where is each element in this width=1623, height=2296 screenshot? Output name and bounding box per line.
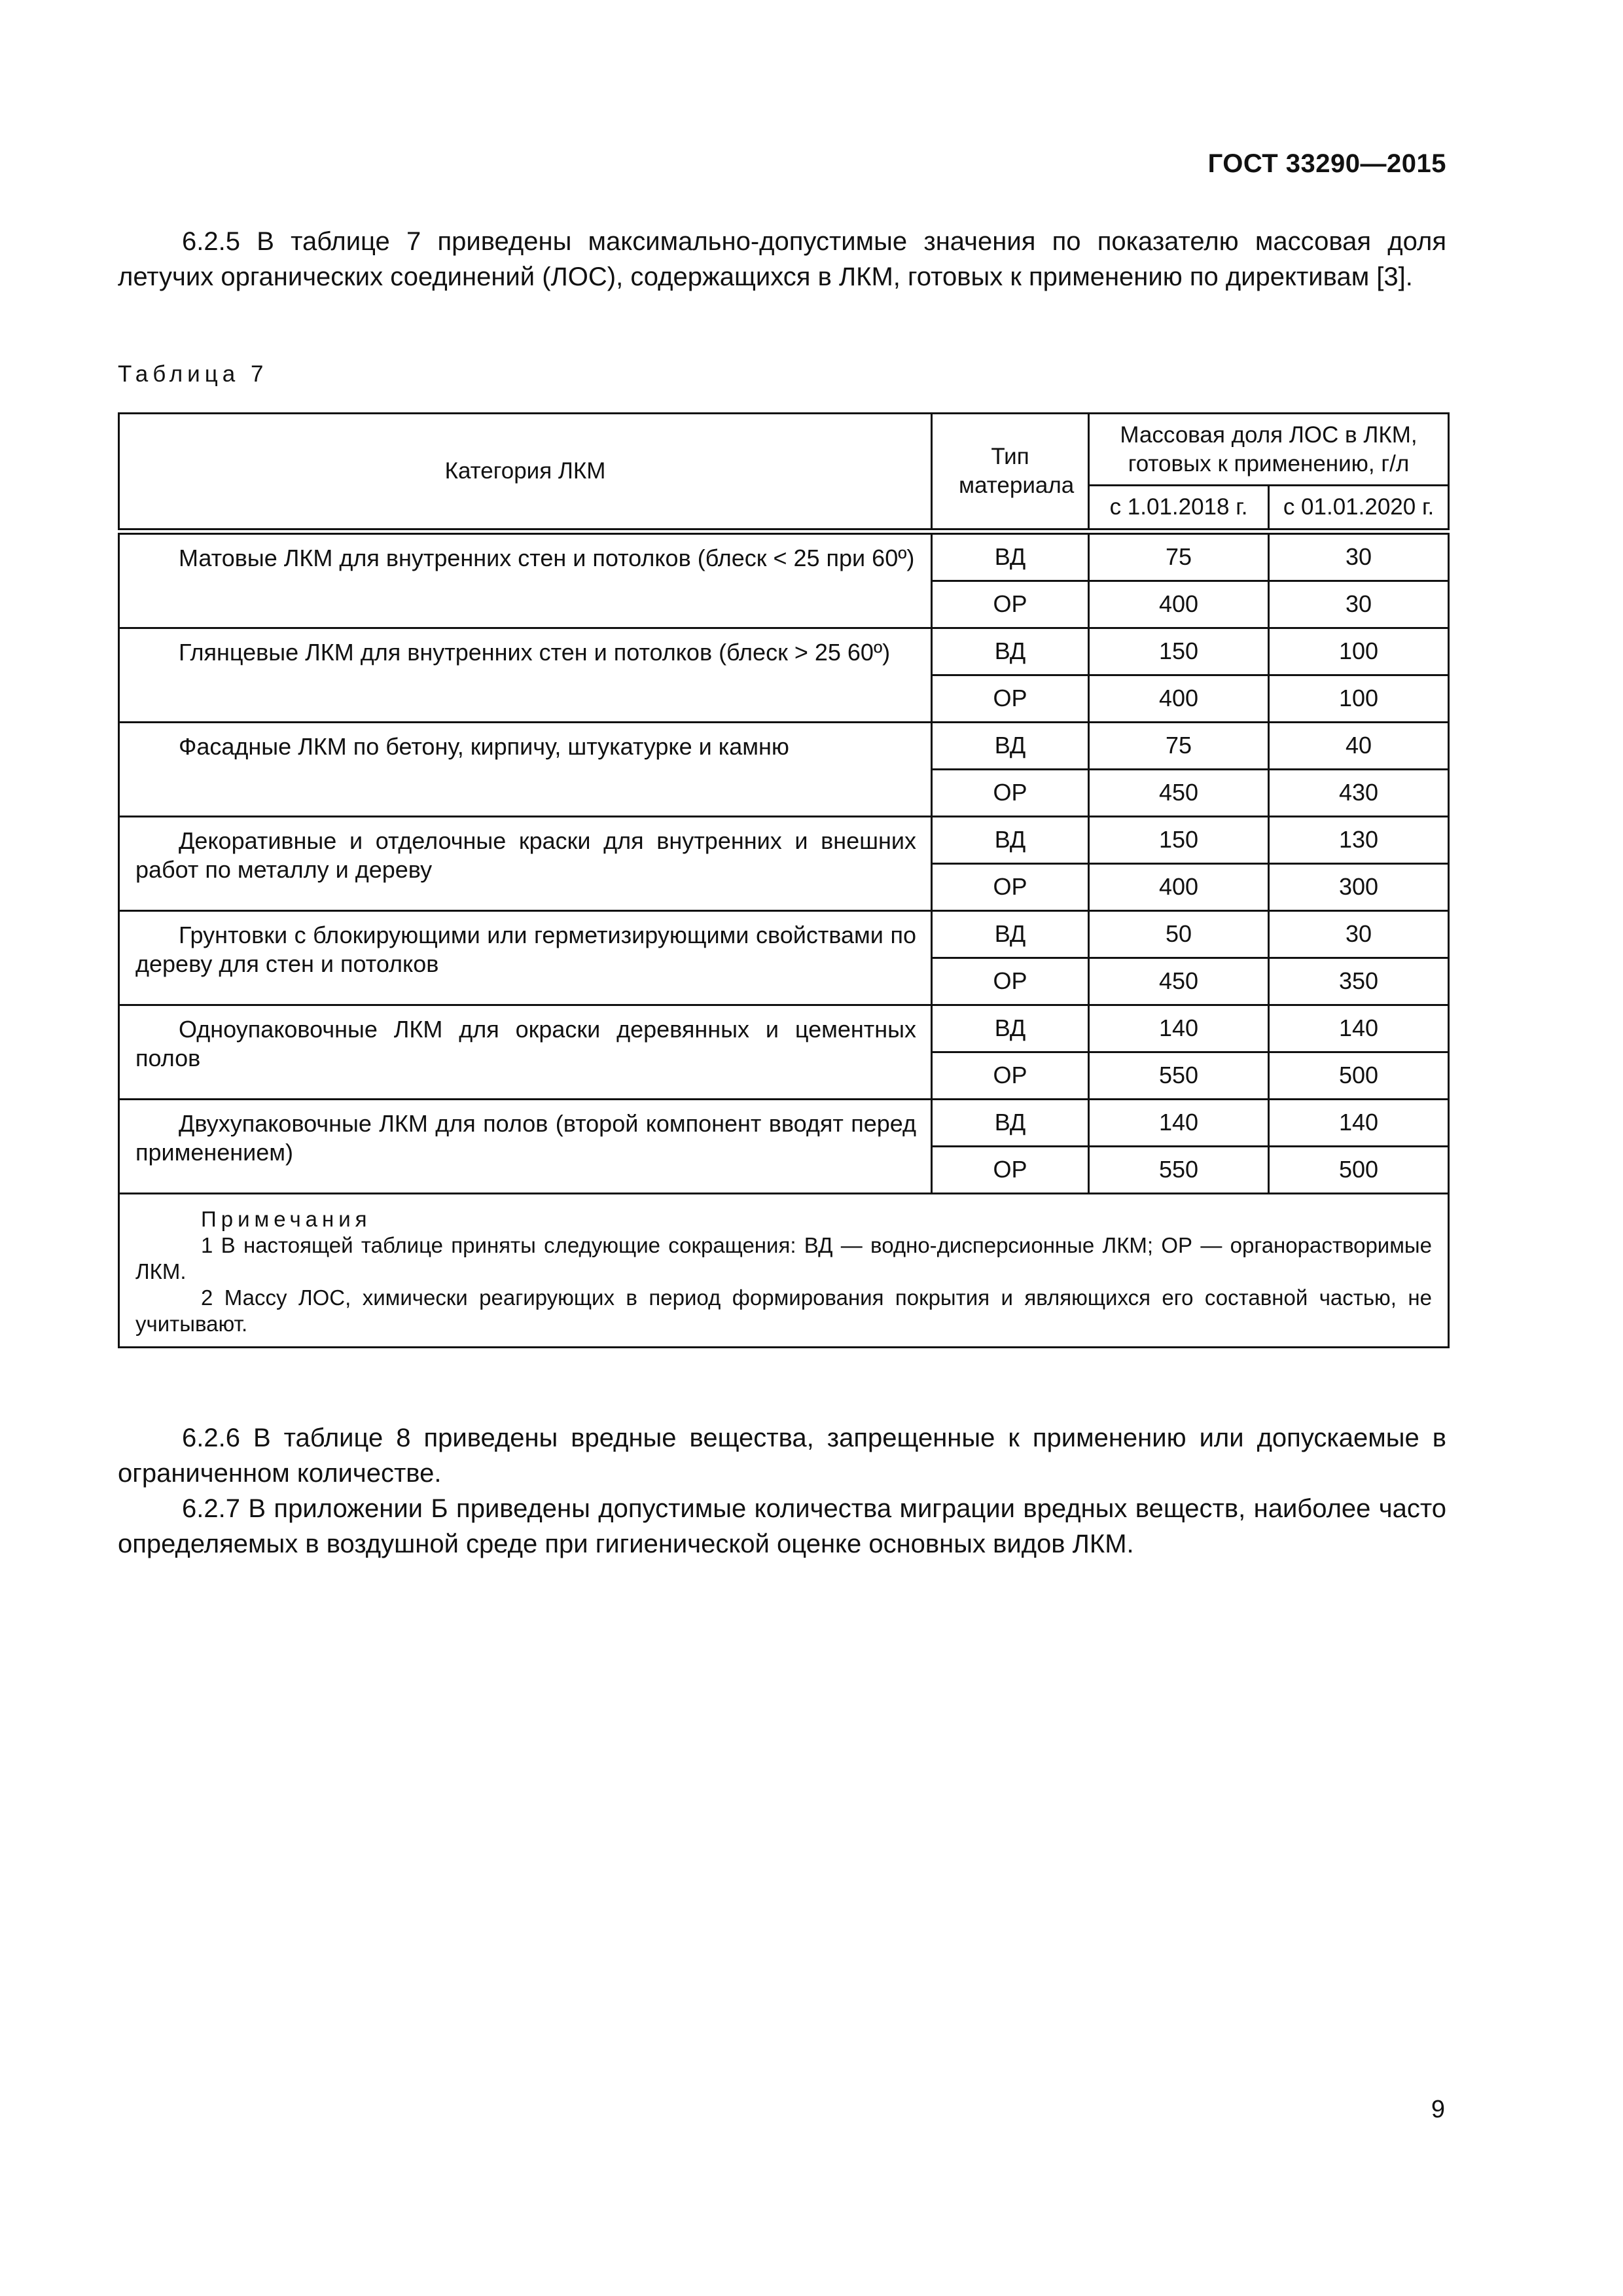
- category-cell: Декоративные и отделочные краски для внутренних и внешних работ по металлу и дереву: [119, 816, 932, 910]
- header-date-2020: с 01.01.2020 г.: [1269, 486, 1449, 531]
- header-category: Категория ЛКМ: [119, 414, 932, 531]
- category-cell: Одноупаковочные ЛКМ для окраски деревянных и цементных полов: [119, 1005, 932, 1099]
- paragraph-6-2-6: 6.2.6 В таблице 8 приведены вредные вещества, запрещенные к применению или допускаемые в ограниченном количестве.: [118, 1424, 1446, 1488]
- value-2020-cell: 100: [1269, 628, 1449, 675]
- document-code: ГОСТ 33290—2015: [1207, 149, 1446, 178]
- value-2020-cell: 140: [1269, 1099, 1449, 1146]
- value-2018-cell: 450: [1089, 958, 1269, 1005]
- table-row: [119, 910, 1449, 958]
- paragraph-6-2-5: 6.2.5 В таблице 7 приведены максимально-допустимые значения по показателю массовая доля летучих органических соединений (ЛОС), содержащихся в ЛКМ, готовых к применению по директивам [3].: [118, 227, 1446, 291]
- header-mass-fraction: Массовая доля ЛОС в ЛКМ, готовых к применению, г/л: [1089, 414, 1449, 486]
- material-type-cell: ОР: [932, 1146, 1089, 1193]
- value-2018-cell: 150: [1089, 628, 1269, 675]
- value-2018-cell: 75: [1089, 531, 1269, 581]
- value-2020-cell: 30: [1269, 581, 1449, 628]
- table-row: [119, 1005, 1449, 1052]
- note-2: 2 Массу ЛОС, химически реагирующих в период формирования покрытия и являющихся его составной частью, не учитывают.: [135, 1285, 1432, 1336]
- value-2018-cell: 550: [1089, 1146, 1269, 1193]
- value-2020-cell: 100: [1269, 675, 1449, 722]
- value-2020-cell: 500: [1269, 1052, 1449, 1099]
- table-row: [119, 531, 1449, 581]
- value-2018-cell: 50: [1089, 910, 1269, 958]
- value-2018-cell: 400: [1089, 863, 1269, 910]
- material-type-cell: ВД: [932, 1099, 1089, 1146]
- note-1: 1 В настоящей таблице приняты следующие сокращения: ВД — водно-дисперсионные ЛКМ; ОР — органорастворимые ЛКМ.: [135, 1232, 1432, 1283]
- value-2020-cell: 130: [1269, 816, 1449, 863]
- table-notes: [119, 1193, 1449, 1347]
- table-row: [119, 1099, 1449, 1146]
- category-cell: Грунтовки с блокирующими или герметизирующими свойствами по дереву для стен и потолков: [119, 910, 932, 1005]
- category-cell: Двухупаковочные ЛКМ для полов (второй компонент вводят перед применением): [119, 1099, 932, 1193]
- page-number: 9: [1431, 2096, 1445, 2123]
- header-date-2018: с 1.01.2018 г.: [1089, 486, 1269, 531]
- value-2018-cell: 150: [1089, 816, 1269, 863]
- material-type-cell: ОР: [932, 958, 1089, 1005]
- table-row: [119, 628, 1449, 675]
- value-2018-cell: 450: [1089, 769, 1269, 816]
- value-2018-cell: 75: [1089, 722, 1269, 769]
- value-2020-cell: 40: [1269, 722, 1449, 769]
- value-2020-cell: 140: [1269, 1005, 1449, 1052]
- value-2020-cell: 30: [1269, 531, 1449, 581]
- value-2018-cell: 140: [1089, 1005, 1269, 1052]
- material-type-cell: ВД: [932, 628, 1089, 675]
- notes-title: Примечания: [201, 1206, 372, 1231]
- table-row: [119, 722, 1449, 769]
- table-caption: Таблица 7: [118, 361, 268, 387]
- value-2018-cell: 140: [1089, 1099, 1269, 1146]
- category-cell: Фасадные ЛКМ по бетону, кирпичу, штукатурке и камню: [119, 722, 932, 816]
- value-2018-cell: 400: [1089, 675, 1269, 722]
- voc-limits-table: [118, 412, 1450, 1348]
- category-cell: Матовые ЛКМ для внутренних стен и потолков (блеск < 25 при 60º): [119, 531, 932, 628]
- value-2020-cell: 30: [1269, 910, 1449, 958]
- value-2018-cell: 550: [1089, 1052, 1269, 1099]
- value-2018-cell: 400: [1089, 581, 1269, 628]
- material-type-cell: ВД: [932, 816, 1089, 863]
- material-type-cell: ВД: [932, 1005, 1089, 1052]
- paragraph-6-2-7: 6.2.7 В приложении Б приведены допустимые количества миграции вредных веществ, наиболее часто определяемых в воздушной среде при гигиенической оценке основных видов ЛКМ.: [118, 1494, 1446, 1558]
- material-type-cell: ВД: [932, 531, 1089, 581]
- material-type-cell: ВД: [932, 722, 1089, 769]
- value-2020-cell: 500: [1269, 1146, 1449, 1193]
- material-type-cell: ОР: [932, 1052, 1089, 1099]
- category-cell: Глянцевые ЛКМ для внутренних стен и потолков (блеск > 25 60º): [119, 628, 932, 722]
- material-type-cell: ОР: [932, 675, 1089, 722]
- value-2020-cell: 300: [1269, 863, 1449, 910]
- material-type-cell: ВД: [932, 910, 1089, 958]
- header-material-type: Тип материала: [932, 414, 1089, 531]
- material-type-cell: ОР: [932, 581, 1089, 628]
- value-2020-cell: 350: [1269, 958, 1449, 1005]
- material-type-cell: ОР: [932, 769, 1089, 816]
- value-2020-cell: 430: [1269, 769, 1449, 816]
- material-type-cell: ОР: [932, 863, 1089, 910]
- table-row: [119, 816, 1449, 863]
